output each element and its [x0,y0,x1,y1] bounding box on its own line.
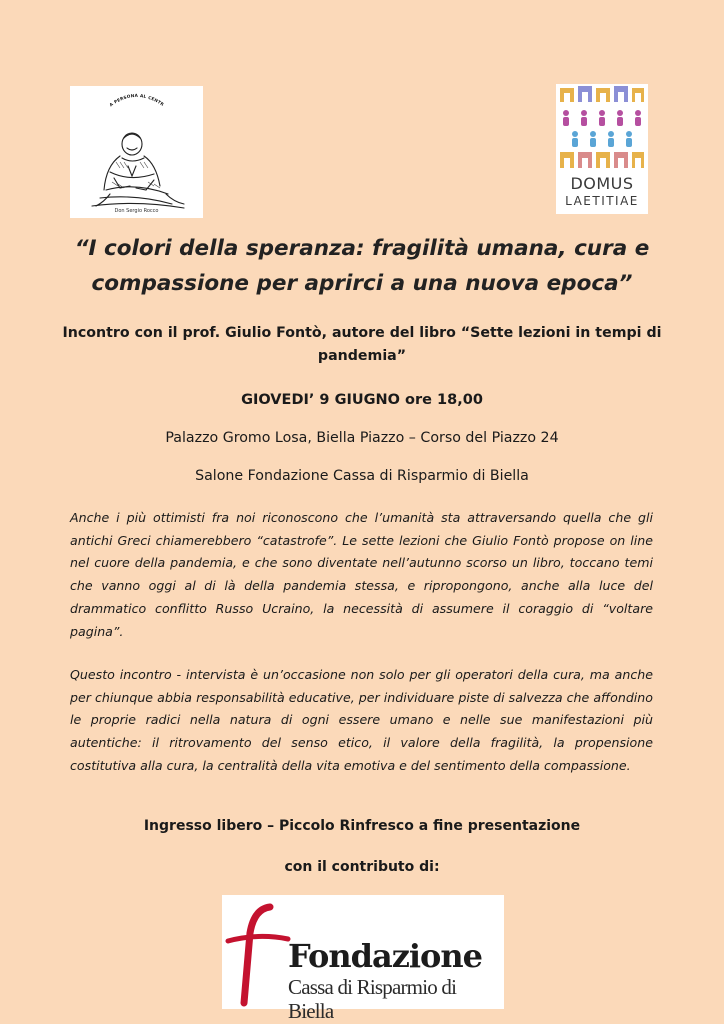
fondazione-sponsor-logo [222,895,504,1023]
houses-and-people-grid-icon [556,84,648,172]
contribution-label: con il contributo di: [284,859,440,875]
event-title: “I colori della speranza: fragilità umana, cura e compassione per aprirci a una nuova epoca” [74,236,650,296]
event-venue: Palazzo Gromo Losa, Biella Piazzo – Corso del Piazzo 24 [165,430,559,446]
la-persona-al-centro-logo [70,86,203,218]
sponsor-subname: Cassa di Risparmio di Biella [288,975,457,1023]
svg-text:LA PERSONA AL CENTRO: A PERSONA AL CENTR [108,92,166,108]
sponsor-name: Fondazione [288,937,482,975]
entry-info: Ingresso libero – Piccolo Rinfresco a fine presentazione [143,818,581,834]
logo-caption: Don Sergio Rocco [114,208,159,214]
description-paragraph: Anche i più ottimisti fra noi riconoscono che l’umanità sta attraversando quella che gli antichi Greci chiamerebbero “catastrofe”. Le sette lezioni che Giulio Fontò propose on line nel cuore della pandemia, e che sono diventate nell’autunno scorso un libro, toccano temi che vanno oggi al di là della pandemia stessa, e ripropongono, anche alla luce del drammatico conflitto Russo Ucraino, la necessità di assumere il coraggio di “voltare pagina”. [70,510,653,639]
description-paragraph: Questo incontro - intervista è un’occasione non solo per gli operatori della cura, ma anche per chiunque abbia responsabilità educative, per individuare piste di salvezza che affondino le proprie radici nella natura di ogni essere umano e nelle sue manifestazioni più autentiche: il ritrovamento del senso etico, il valore della fragilità, la propensione costitutiva alla cura, la centralità della vita emotiva e del sentimento della compassione. [70,667,653,773]
logo-brand-line1: DOMUS [570,174,634,193]
seated-figure-sketch-icon [70,86,203,218]
event-hall: Salone Fondazione Cassa di Risparmio di Biella [195,468,529,484]
event-subtitle: Incontro con il prof. Giulio Fontò, autore del libro “Sette lezioni in tempi di pandemia” [62,325,662,364]
logo-brand-line2: LAETITIAE [565,194,639,208]
domus-laetitiae-logo [556,84,648,214]
event-date: GIOVEDI’ 9 GIUGNO ore 18,00 [241,392,483,408]
